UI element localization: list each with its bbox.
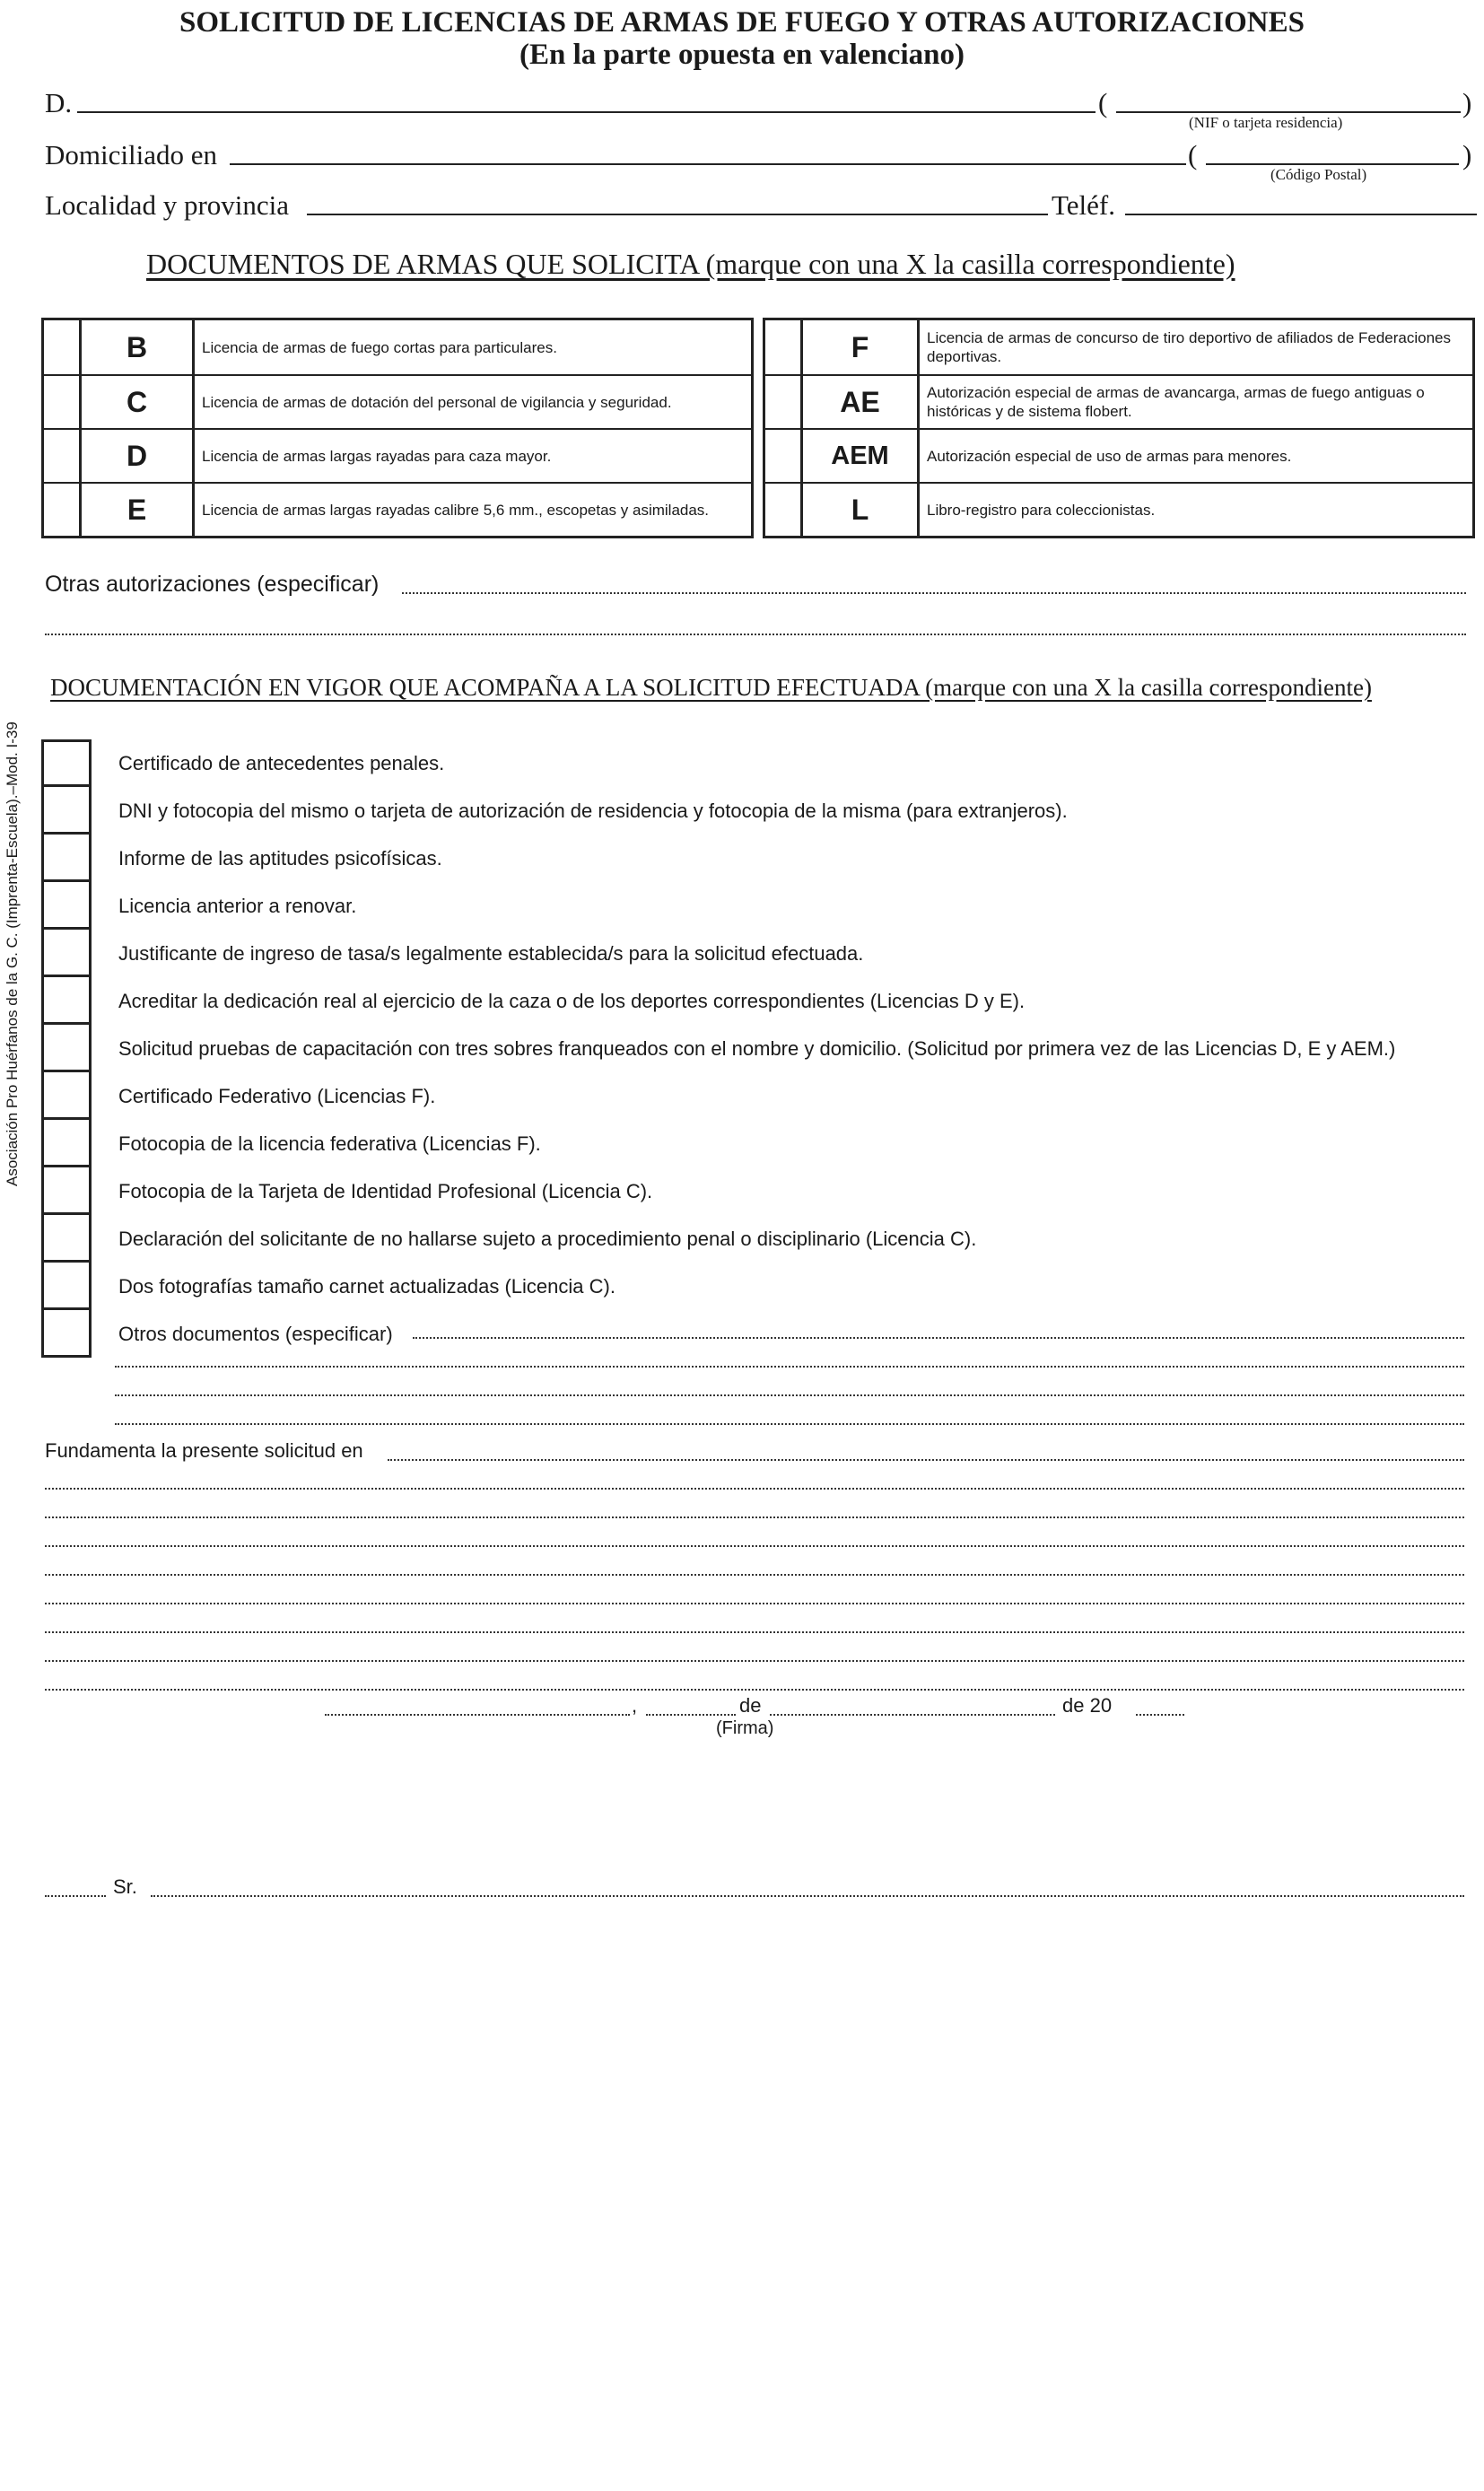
nif-hint: (NIF o tarjeta residencia): [1189, 114, 1343, 131]
license-desc-d: Licencia de armas largas rayadas para caza mayor.: [202, 447, 552, 465]
date-comma: ,: [632, 1694, 638, 1717]
license-row-b: [44, 320, 751, 374]
licenses-heading: DOCUMENTOS DE ARMAS QUE SOLICITA (marque con una X la casilla correspondiente): [146, 248, 1235, 280]
document-checkbox[interactable]: [41, 930, 92, 977]
document-item-label: Certificado de antecedentes penales.: [118, 752, 445, 774]
document-checkbox[interactable]: [41, 1263, 92, 1310]
other-documents-line-2[interactable]: [115, 1366, 1464, 1368]
addressee-field[interactable]: [151, 1895, 1464, 1897]
open-paren: (: [1188, 139, 1198, 170]
document-checkbox[interactable]: [41, 1025, 92, 1072]
license-checkbox-l[interactable]: [765, 484, 803, 536]
license-desc-e: Licencia de armas largas rayadas calibre 5,6 mm., escopetas y asimiladas.: [202, 501, 710, 519]
other-authorizations-field-2[interactable]: [45, 634, 1466, 635]
license-checkbox-b[interactable]: [44, 320, 82, 374]
documentation-heading: DOCUMENTACIÓN EN VIGOR QUE ACOMPAÑA A LA SOLICITUD EFECTUADA (marque con una X la casilla correspondiente): [50, 674, 1372, 701]
other-authorizations-field[interactable]: [402, 592, 1466, 594]
grounds-line[interactable]: [45, 1631, 1464, 1633]
document-checkbox[interactable]: [41, 1072, 92, 1120]
document-checkbox[interactable]: [41, 882, 92, 930]
applicant-label: D.: [45, 87, 73, 118]
applicant-name-field[interactable]: [77, 111, 1096, 113]
document-item-label: Declaración del solicitante de no hallarse sujeto a procedimiento penal o disciplinario (Licencia C).: [118, 1228, 977, 1250]
document-item-label: Fotocopia de la licencia federativa (Licencias F).: [118, 1132, 541, 1155]
year-field[interactable]: [1136, 1714, 1184, 1716]
license-checkbox-d[interactable]: [44, 430, 82, 482]
grounds-line[interactable]: [45, 1545, 1464, 1547]
license-checkbox-f[interactable]: [765, 320, 803, 374]
license-desc-aem: Autorización especial de uso de armas para menores.: [927, 447, 1292, 465]
document-checkbox[interactable]: [41, 977, 92, 1025]
license-checkbox-aem[interactable]: [765, 430, 803, 482]
other-authorizations-label: Otras autorizaciones (especificar): [45, 572, 380, 597]
license-code-l: L: [803, 484, 920, 536]
domicile-label: Domiciliado en: [45, 139, 217, 170]
document-checkbox[interactable]: [41, 1310, 92, 1358]
document-checkbox[interactable]: [41, 1120, 92, 1167]
license-code-e: E: [82, 484, 195, 536]
license-row-c: [44, 374, 751, 428]
locality-label: Localidad y provincia: [45, 189, 290, 221]
place-field[interactable]: [325, 1714, 630, 1716]
license-code-ae: AE: [803, 376, 920, 428]
grounds-line[interactable]: [45, 1603, 1464, 1604]
addressee-prefix-field[interactable]: [45, 1895, 106, 1897]
license-desc-l: Libro-registro para coleccionistas.: [927, 501, 1156, 519]
document-checkbox[interactable]: [41, 1167, 92, 1215]
grounds-line[interactable]: [45, 1689, 1464, 1691]
nif-field[interactable]: [1116, 111, 1461, 113]
license-checkbox-c[interactable]: [44, 376, 82, 428]
document-item-label: Solicitud pruebas de capacitación con tres sobres franqueados con el nombre y domicilio. (Solicitud por primera vez de las Licencias D, E y AEM.): [118, 1037, 1396, 1060]
document-item-label: Justificante de ingreso de tasa/s legalmente establecida/s para la solicitud efectuada.: [118, 942, 864, 965]
licenses-table-left: [41, 318, 754, 538]
license-code-f: F: [803, 320, 920, 374]
form-title: SOLICITUD DE LICENCIAS DE ARMAS DE FUEGO Y OTRAS AUTORIZACIONES: [179, 6, 1305, 39]
grounds-line[interactable]: [45, 1488, 1464, 1490]
grounds-line[interactable]: [45, 1574, 1464, 1576]
license-desc-b: Licencia de armas de fuego cortas para particulares.: [202, 338, 557, 356]
license-checkbox-ae[interactable]: [765, 376, 803, 428]
license-code-b: B: [82, 320, 195, 374]
document-item-label: Informe de las aptitudes psicofísicas.: [118, 847, 442, 870]
document-checkbox[interactable]: [41, 739, 92, 787]
grounds-field[interactable]: [388, 1459, 1464, 1461]
month-field[interactable]: [770, 1714, 1055, 1716]
postal-code-hint: (Código Postal): [1270, 166, 1367, 183]
document-checkbox[interactable]: [41, 1215, 92, 1263]
phone-field[interactable]: [1125, 214, 1477, 215]
license-code-d: D: [82, 430, 195, 482]
document-item-label: Otros documentos (especificar): [118, 1323, 393, 1345]
other-documents-line-4[interactable]: [115, 1423, 1464, 1425]
license-desc-ae: Autorización especial de armas de avancarga, armas de fuego antiguas o históricas y de sistema flobert.: [927, 384, 1425, 420]
other-documents-line-3[interactable]: [115, 1394, 1464, 1396]
locality-field[interactable]: [307, 214, 1048, 215]
license-row-d: [44, 428, 751, 482]
licenses-table-right: [763, 318, 1475, 538]
date-de-2: de 20: [1062, 1694, 1113, 1717]
day-field[interactable]: [646, 1714, 736, 1716]
postal-code-field[interactable]: [1206, 163, 1459, 165]
grounds-label: Fundamenta la presente solicitud en: [45, 1439, 363, 1462]
document-item-label: Acreditar la dedicación real al ejercicio de la caza o de los deportes correspondientes (Licencias D y E).: [118, 990, 1026, 1012]
document-checkbox[interactable]: [41, 835, 92, 882]
document-checkbox[interactable]: [41, 787, 92, 835]
license-row-ae: [765, 374, 1472, 428]
license-row-f: [765, 320, 1472, 374]
document-item-label: Licencia anterior a renovar.: [118, 895, 357, 917]
open-paren: (: [1098, 87, 1108, 118]
license-code-aem: AEM: [803, 430, 920, 482]
license-desc-f: Licencia de armas de concurso de tiro deportivo de afiliados de Federaciones deportivas.: [927, 329, 1452, 365]
signature-caption: (Firma): [716, 1718, 774, 1738]
addressee-label: Sr.: [113, 1875, 137, 1898]
document-item-label: Certificado Federativo (Licencias F).: [118, 1085, 436, 1107]
document-item-label: Dos fotografías tamaño carnet actualizadas (Licencia C).: [118, 1275, 615, 1298]
license-row-e: [44, 482, 751, 536]
close-paren: ): [1462, 139, 1472, 170]
document-item-label: DNI y fotocopia del mismo o tarjeta de autorización de residencia y fotocopia de la misma (para extranjeros).: [118, 800, 1068, 822]
license-desc-c: Licencia de armas de dotación del personal de vigilancia y seguridad.: [202, 393, 672, 411]
phone-label: Teléf.: [1052, 189, 1115, 221]
document-item-label: Fotocopia de la Tarjeta de Identidad Profesional (Licencia C).: [118, 1180, 653, 1202]
form-subtitle: (En la parte opuesta en valenciano): [519, 39, 965, 71]
license-row-aem: [765, 428, 1472, 482]
grounds-line[interactable]: [45, 1660, 1464, 1662]
printer-note: Asociación Pro Huérfanos de la G. C. (Imprenta-Escuela).–Mod. I-39: [4, 721, 21, 1186]
other-documents-field[interactable]: [413, 1337, 1464, 1339]
license-code-c: C: [82, 376, 195, 428]
license-checkbox-e[interactable]: [44, 484, 82, 536]
grounds-line[interactable]: [45, 1516, 1464, 1518]
domicile-field[interactable]: [230, 163, 1186, 165]
date-de-1: de: [739, 1694, 762, 1717]
license-row-l: [765, 482, 1472, 536]
close-paren: ): [1462, 87, 1472, 118]
